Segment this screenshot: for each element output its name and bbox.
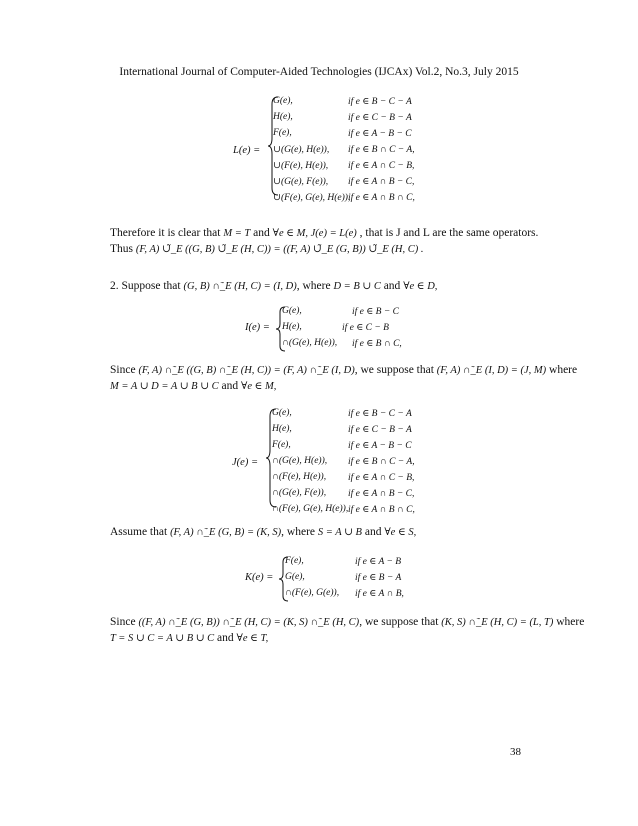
text: Assume that xyxy=(110,526,168,538)
case-cond: if e ∈ C − B xyxy=(342,323,389,333)
text: Since xyxy=(110,364,136,376)
paragraph-assume xyxy=(110,526,416,538)
math: (F, A) ∩̃_E (I, D) = (J, M) xyxy=(436,365,547,376)
case-expr: H(e), xyxy=(272,424,292,434)
text: Since xyxy=(110,616,136,628)
case-expr: F(e), xyxy=(272,440,291,450)
case-expr: ∩(F(e), H(e)), xyxy=(272,472,327,482)
piecewise-label: L(e) = xyxy=(233,145,261,156)
math: ∀e ∈ T, xyxy=(236,633,269,644)
math: ∀e ∈ D, xyxy=(403,281,438,292)
text: 2. Suppose that xyxy=(110,280,181,292)
piecewise-label: I(e) = xyxy=(245,322,270,333)
paragraph-suppose xyxy=(110,280,437,292)
case-expr: G(e), xyxy=(272,408,292,418)
case-expr: G(e), xyxy=(282,306,302,316)
case-expr: ∪(G(e), H(e)), xyxy=(273,145,330,155)
case-expr: F(e), xyxy=(273,128,292,138)
case-cond: if e ∈ A ∩ B, xyxy=(355,589,404,599)
math: D = B ∪ C xyxy=(333,281,381,292)
case-cond: if e ∈ A ∩ B ∩ C, xyxy=(348,193,415,203)
math: (F, A) ∩̃_E (G, B) = (K, S) xyxy=(170,527,282,538)
math: M = T xyxy=(223,228,251,239)
case-cond: if e ∈ B − C − A xyxy=(348,97,412,107)
case-cond: if e ∈ B ∩ C, xyxy=(352,339,402,349)
paragraph-since-2-cont xyxy=(110,632,268,644)
math: T = S ∪ C = A ∪ B ∪ C xyxy=(110,633,215,644)
case-expr: ∪(F(e), H(e)), xyxy=(273,161,329,171)
case-cond: if e ∈ A ∩ C − B, xyxy=(348,473,415,483)
case-expr: ∪(G(e), F(e)), xyxy=(273,177,329,187)
case-expr: ∩(F(e), G(e), H(e)), xyxy=(272,504,349,514)
case-cond: if e ∈ A ∩ B − C, xyxy=(348,489,415,499)
case-expr: ∩(G(e), H(e)), xyxy=(282,338,338,348)
case-cond: if e ∈ A ∩ B ∩ C, xyxy=(348,505,415,515)
case-cond: if e ∈ C − B − A xyxy=(348,425,412,435)
text: , that is J and L are the same operators. xyxy=(359,227,539,239)
text: , where xyxy=(281,526,316,538)
math: (G, B) ∩̃_E (H, C) = (I, D) xyxy=(183,281,297,292)
paragraph-conclusion xyxy=(110,227,538,239)
text: and xyxy=(364,526,382,538)
math: (K, S) ∩̃_E (H, C) = (L, T) xyxy=(441,617,554,628)
case-cond: if e ∈ B − A xyxy=(355,573,402,583)
case-cond: if e ∈ B ∩ C − A, xyxy=(348,145,415,155)
math: ∀e ∈ M, xyxy=(241,381,277,392)
case-expr: ∪(F(e), G(e), H(e)), xyxy=(273,193,351,203)
paragraph-since-1 xyxy=(110,364,577,376)
text: , where xyxy=(296,280,331,292)
text: and xyxy=(217,632,234,644)
case-expr: ∩(G(e), F(e)), xyxy=(272,488,327,498)
paragraph-since-2 xyxy=(110,616,584,628)
case-cond: if e ∈ B − C xyxy=(352,307,399,317)
case-expr: H(e), xyxy=(282,322,302,332)
paragraph-thus xyxy=(110,243,424,255)
case-expr: ∩(G(e), H(e)), xyxy=(272,456,328,466)
case-cond: if e ∈ A − B − C xyxy=(348,441,412,451)
case-cond: if e ∈ A − B xyxy=(355,557,402,567)
case-expr: G(e), xyxy=(285,572,305,582)
case-cond: if e ∈ B ∩ C − A, xyxy=(348,457,415,467)
math: ∀e ∈ S, xyxy=(384,527,417,538)
piecewise-label: K(e) = xyxy=(245,572,274,583)
math: (F, A) ∩̃_E ((G, B) ∩̃_E (H, C)) = (F, A) ∩̃_E (I, D) xyxy=(138,365,355,376)
paragraph-since-1-cont xyxy=(110,380,276,392)
case-expr: H(e), xyxy=(273,112,293,122)
case-cond: if e ∈ A ∩ C − B, xyxy=(348,161,415,171)
case-expr: G(e), xyxy=(273,96,293,106)
text: where xyxy=(549,364,578,376)
math: ((F, A) ∩̃_E (G, B)) ∩̃_E (H, C) = (K, S) ∩̃_E (H, C) xyxy=(138,617,360,628)
text: Therefore it is clear that xyxy=(110,227,221,239)
math: S = A ∪ B xyxy=(317,527,362,538)
case-cond: if e ∈ A − B − C xyxy=(348,129,412,139)
text: Thus xyxy=(110,243,133,255)
case-cond: if e ∈ C − B − A xyxy=(348,113,412,123)
text: , we suppose that xyxy=(354,364,434,376)
case-cond: if e ∈ A ∩ B − C, xyxy=(348,177,415,187)
text: and xyxy=(221,380,239,392)
case-expr: ∩(F(e), G(e)), xyxy=(285,588,340,598)
text: where xyxy=(556,616,585,628)
case-expr: F(e), xyxy=(285,556,304,566)
journal-header: International Journal of Computer-Aided Technologies (IJCAx) Vol.2, No.3, July 2015 xyxy=(119,66,519,78)
math: M = A ∪ D = A ∪ B ∪ C xyxy=(110,381,219,392)
case-cond: if e ∈ B − C − A xyxy=(348,409,412,419)
piecewise-label: J(e) = xyxy=(232,457,259,468)
math: (F, A) ∪̃_E ((G, B) ∪̃_E (H, C)) = ((F, A) ∪̃_E (G, B)) ∪̃_E (H, C) . xyxy=(135,244,424,255)
text: , we suppose that xyxy=(359,616,439,628)
math: ∀e ∈ M, J(e) = L(e) xyxy=(272,228,357,239)
text: and xyxy=(253,227,270,239)
page-number: 38 xyxy=(510,746,521,758)
text: and xyxy=(383,280,401,292)
